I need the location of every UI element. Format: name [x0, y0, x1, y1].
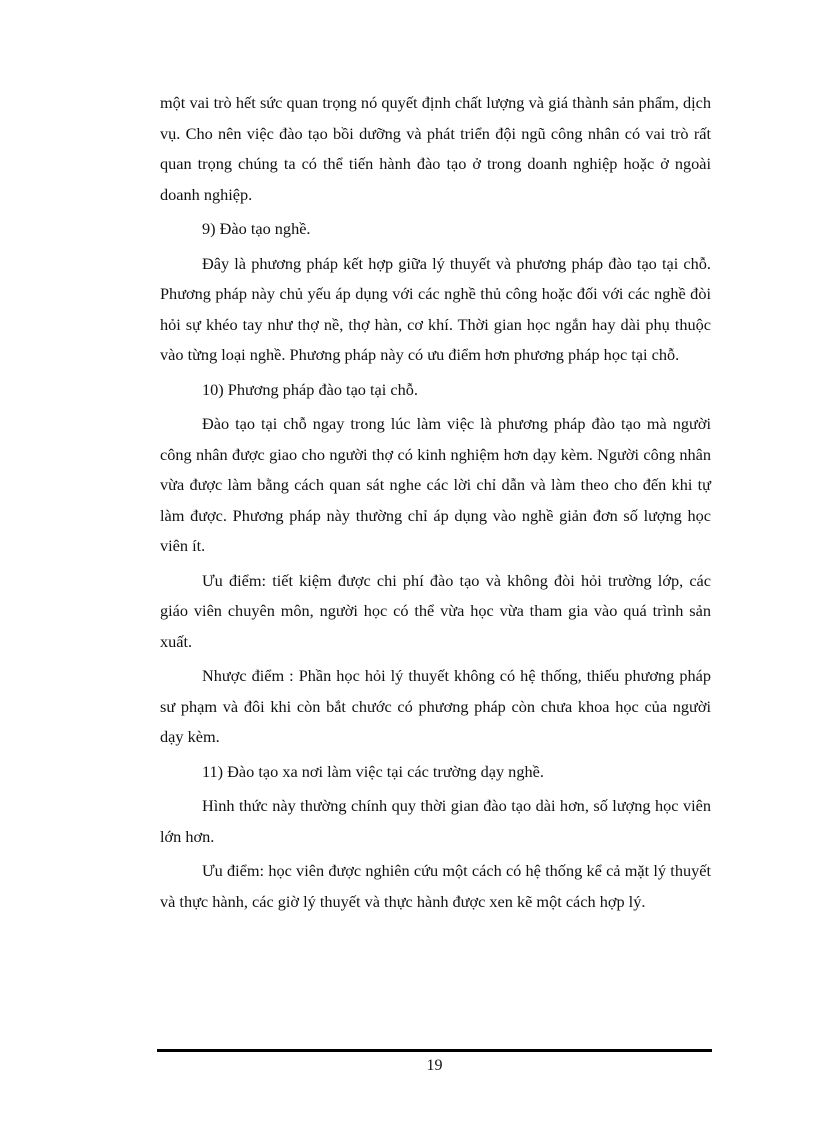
- paragraph-disadvantages-1: Nhược điểm : Phần học hỏi lý thuyết không có hệ thống, thiếu phương pháp sư phạm và đôi khi còn bắt chước có phương pháp còn chưa khoa học của người dạy kèm.: [160, 666, 711, 746]
- paragraph-advantages-1: Ưu điểm: tiết kiệm được chi phí đào tạo và không đòi hỏi trường lớp, các giáo viên chuyên môn, người học có thể vừa học vừa tham gia vào quá trình sản xuất.: [160, 570, 711, 651]
- paragraph-vocational-training: Đây là phương pháp kết hợp giữa lý thuyết và phương pháp đào tạo tại chỗ. Phương pháp này chủ yếu áp dụng với các nghề thủ công hoặc đối với các nghề đòi hỏi sự khéo tay như thợ nề, thợ hàn, cơ khí. Thời gian học ngắn hay dài phụ thuộc vào từng loại nghề. Phương pháp này có ưu điểm hơn phương pháp học tại chỗ.: [160, 253, 711, 364]
- section-heading-10: 10) Phương pháp đào tạo tại chỗ.: [202, 379, 418, 399]
- footer-rule: [157, 1049, 712, 1052]
- paragraph-on-the-job-training: Đào tạo tại chỗ ngay trong lúc làm việc là phương pháp đào tạo mà người công nhân được giao cho người thợ có kinh nghiệm hơn dạy kèm. Người công nhân vừa được làm bằng cách quan sát nghe các lời chỉ dẫn và làm theo cho đến khi tự làm được. Phương pháp này thường chỉ áp dụng vào nghề giản đơn số lượng học viên ít.: [160, 414, 711, 555]
- section-heading-9: 9) Đào tạo nghề.: [202, 219, 311, 238]
- paragraph-advantages-2: Ưu điểm: học viên được nghiên cứu một cách có hệ thống kể cả mặt lý thuyết và thực hành, các giờ lý thuyết và thực hành được xen kẽ một cách hợp lý.: [160, 861, 711, 911]
- paragraph-continuation: một vai trò hết sức quan trọng nó quyết định chất lượng và giá thành sản phẩm, dịch vụ. Cho nên việc đào tạo bồi dưỡng và phát triển đội ngũ công nhân có vai trò rất quan trọng chúng ta có thể tiến hành đào tạo ở trong doanh nghiệp hoặc ở ngoài doanh nghiệp.: [160, 93, 711, 204]
- section-heading-11: 11) Đào tạo xa nơi làm việc tại các trường dạy nghề.: [202, 761, 544, 781]
- paragraph-vocational-schools: Hình thức này thường chính quy thời gian đào tạo dài hơn, số lượng học viên lớn hơn.: [160, 796, 711, 846]
- page-number: 19: [426, 1057, 443, 1074]
- page-body: [160, 88, 711, 917]
